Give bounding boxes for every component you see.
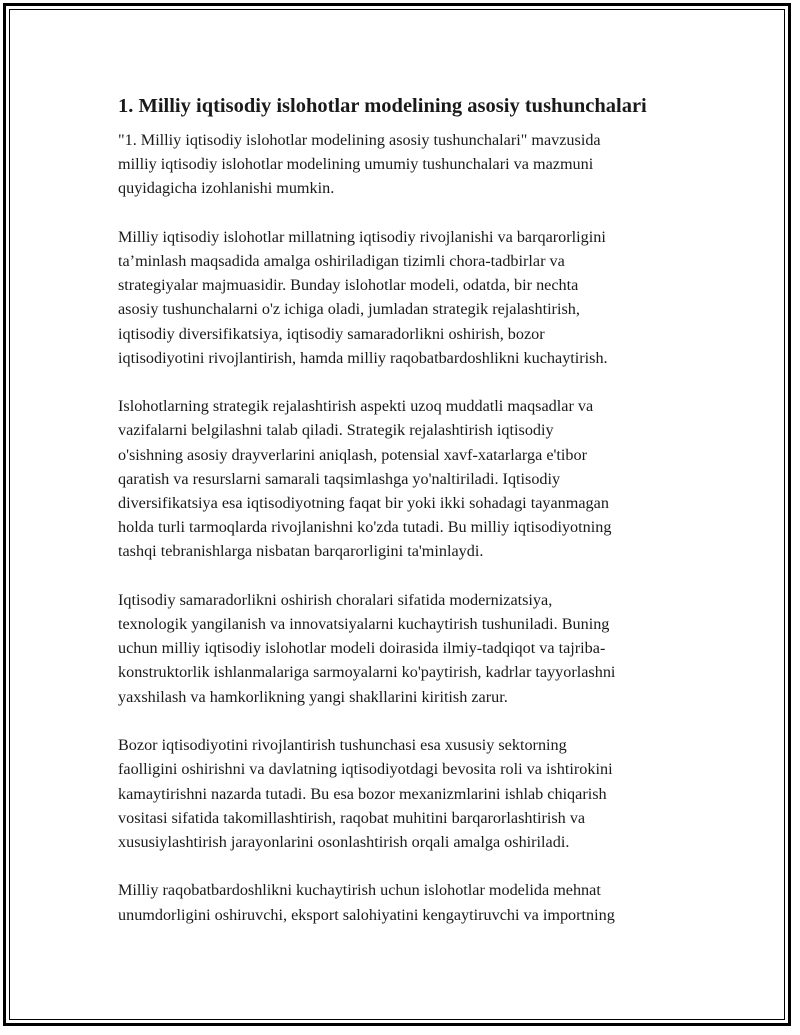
text-line: texnologik yangilanish va innovatsiyalarni kuchaytirish tushuniladi. Buning xyxy=(118,615,610,634)
document-body xyxy=(118,92,686,951)
text-line: o'sishning asosiy drayverlarini aniqlash, potensial xavf-xatarlarga e'tibor xyxy=(118,445,587,464)
text-line: Islohotlarning strategik rejalashtirish aspekti uzoq muddatli maqsadlar va xyxy=(118,397,594,416)
text-line: "1. Milliy iqtisodiy islohotlar modelining asosiy tushunchalari" mavzusida xyxy=(118,131,601,149)
text-line: qaratish va resurslarni samarali taqsimlashga yo'naltiriladi. Iqtisodiy xyxy=(118,469,561,488)
text-line: Milliy raqobatbardoshlikni kuchaytirish uchun islohotlar modelida mehnat xyxy=(118,881,601,900)
paragraph-6 xyxy=(118,878,686,926)
text-line: milliy iqtisodiy islohotlar modelining umumiy tushunchalari va mazmuni xyxy=(118,155,594,174)
text-line: Bozor iqtisodiyotini rivojlantirish tushunchasi esa xususiy sektorning xyxy=(118,736,567,755)
document-title: 1. Milliy iqtisodiy islohotlar modelining asosiy tushunchalari xyxy=(118,95,647,117)
text-line: uchun milliy iqtisodiy islohotlar modeli doirasida ilmiy-tadqiqot va tajriba- xyxy=(118,639,606,658)
text-line: faolligini oshirishni va davlatning iqtisodiyotdagi bevosita roli va ishtirokini xyxy=(118,760,613,779)
text-line: iqtisodiy diversifikatsiya, iqtisodiy samaradorlikni oshirish, bozor xyxy=(118,324,545,343)
text-line: unumdorligini oshiruvchi, eksport salohiyatini kengaytiruvchi va importning xyxy=(118,905,615,924)
text-line: diversifikatsiya esa iqtisodiyotning faqat bir yoki ikki sohadagi tayanmagan xyxy=(118,494,609,513)
text-line: konstruktorlik ishlanmalariga sarmoyalarni ko'paytirish, kadrlar tayyorlashni xyxy=(118,663,616,682)
text-line: xususiylashtirish jarayonlarini osonlashtirish orqali amalga oshiriladi. xyxy=(118,832,570,851)
text-line: quyidagicha izohlanishi mumkin. xyxy=(118,179,335,198)
text-line: tashqi tebranishlarga nisbatan barqarorligini ta'minlaydi. xyxy=(118,542,484,561)
text-line: Iqtisodiy samaradorlikni oshirish choralari sifatida modernizatsiya, xyxy=(118,590,553,609)
paragraph-1 xyxy=(118,128,686,201)
text-line: strategiyalar majmuasidir. Bunday islohotlar modeli, odatda, bir nechta xyxy=(118,276,579,295)
paragraph-2 xyxy=(118,225,686,370)
text-line: vazifalarni belgilashni talab qiladi. Strategik rejalashtirish iqtisodiy xyxy=(118,421,554,440)
text-line: kamaytirishni nazarda tutadi. Bu esa bozor mexanizmlarini ishlab chiqarish xyxy=(118,784,607,803)
text-line: iqtisodiyotini rivojlantirish, hamda milliy raqobatbardoshlikni kuchaytirish. xyxy=(118,348,608,367)
text-line: yaxshilash va hamkorlikning yangi shakllarini kiritish zarur. xyxy=(118,687,508,706)
paragraph-5 xyxy=(118,733,686,854)
paragraph-3 xyxy=(118,394,686,563)
text-line: Milliy iqtisodiy islohotlar millatning iqtisodiy rivojlanishi va barqarorligini xyxy=(118,227,606,246)
text-line: ta’minlash maqsadida amalga oshiriladigan tizimli chora-tadbirlar va xyxy=(118,252,565,271)
text-line: asosiy tushunchalarni o'z ichiga oladi, jumladan strategik rejalashtirish, xyxy=(118,300,580,319)
text-line: vositasi sifatida takomillashtirish, raqobat muhitini barqarorlashtirish va xyxy=(118,808,586,827)
paragraph-4 xyxy=(118,588,686,709)
text-line: holda turli tarmoqlarda rivojlanishni ko'zda tutadi. Bu milliy iqtisodiyotning xyxy=(118,518,612,537)
